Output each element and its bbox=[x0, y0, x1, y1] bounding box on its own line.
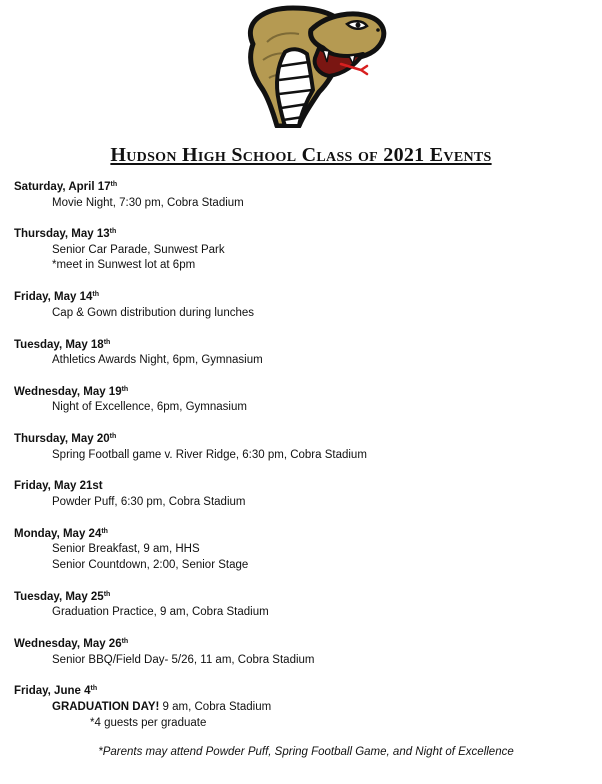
event-date: Thursday, May 13th bbox=[14, 228, 117, 241]
event-detail: Senior Car Parade, Sunwest Park bbox=[52, 243, 225, 256]
event-item bbox=[14, 385, 594, 432]
event-date: Saturday, April 17th bbox=[14, 181, 118, 193]
event-item bbox=[14, 684, 594, 747]
event-item bbox=[14, 227, 594, 290]
event-item bbox=[14, 527, 594, 590]
event-item bbox=[14, 637, 594, 684]
event-detail: *meet in Sunwest lot at 6pm bbox=[52, 259, 196, 272]
event-date: Friday, May 21st bbox=[14, 480, 103, 493]
event-detail: Night of Excellence, 6pm, Gymnasium bbox=[52, 401, 247, 414]
event-date: Monday, May 24th bbox=[14, 527, 108, 540]
event-detail: Senior Breakfast, 9 am, HHS bbox=[52, 543, 200, 556]
event-detail: GRADUATION DAY! 9 am, Cobra Stadium bbox=[52, 700, 272, 713]
event-detail: Senior Countdown, 2:00, Senior Stage bbox=[52, 558, 249, 571]
event-item bbox=[14, 180, 594, 227]
event-item bbox=[14, 590, 594, 637]
event-date: Wednesday, May 26th bbox=[14, 638, 129, 651]
cobra-mascot-icon bbox=[215, 4, 390, 128]
footnote: *Parents may attend Powder Puff, Spring Football Game, and Night of Excellence bbox=[98, 746, 514, 758]
event-date: Thursday, May 20th bbox=[14, 433, 117, 446]
event-date: Tuesday, May 18th bbox=[14, 338, 111, 351]
event-date: Wednesday, May 19th bbox=[14, 385, 129, 398]
event-date: Friday, June 4th bbox=[14, 685, 98, 698]
event-detail: Athletics Awards Night, 6pm, Gymnasium bbox=[52, 354, 263, 367]
event-detail: Movie Night, 7:30 pm, Cobra Stadium bbox=[52, 196, 244, 209]
page-title: Hudson High School Class of 2021 Events bbox=[110, 144, 492, 166]
event-date: Friday, May 14th bbox=[14, 291, 100, 304]
event-detail: Senior BBQ/Field Day- 5/26, 11 am, Cobra Stadium bbox=[52, 653, 315, 666]
event-item bbox=[14, 290, 594, 337]
event-item bbox=[14, 479, 594, 526]
graduation-day-label: GRADUATION DAY! bbox=[52, 700, 160, 713]
events-list bbox=[14, 180, 594, 747]
event-note: *4 guests per graduate bbox=[90, 716, 207, 729]
event-item bbox=[14, 432, 594, 479]
event-detail: Graduation Practice, 9 am, Cobra Stadium bbox=[52, 606, 269, 619]
event-detail: Spring Football game v. River Ridge, 6:30 pm, Cobra Stadium bbox=[52, 448, 367, 461]
event-detail: Powder Puff, 6:30 pm, Cobra Stadium bbox=[52, 496, 246, 509]
event-item bbox=[14, 338, 594, 385]
event-detail: Cap & Gown distribution during lunches bbox=[52, 306, 255, 319]
event-date: Tuesday, May 25th bbox=[14, 590, 111, 603]
